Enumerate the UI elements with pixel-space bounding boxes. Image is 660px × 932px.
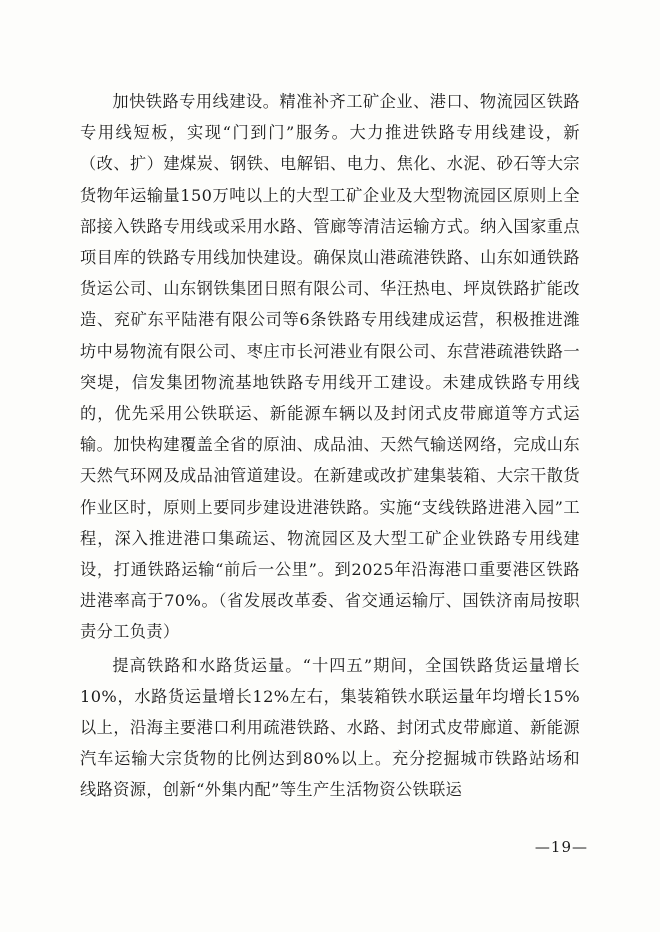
page-number: —19—: [534, 838, 588, 856]
page-body: [80, 86, 580, 808]
paragraph-1: 加快铁路专用线建设。精准补齐工矿企业、港口、物流园区铁路专用线短板，实现“门到门”服务。大力推进铁路专用线建设，新（改、扩）建煤炭、钢铁、电解铝、电力、焦化、水泥、砂石等大宗货物年运输量150万吨以上的大型工矿企业及大型物流园区原则上全部接入铁路专用线或采用水路、管廊等清洁运输方式。纳入国家重点项目库的铁路专用线加快建设。确保岚山港疏港铁路、山东如通铁路货运公司、山东钢铁集团日照有限公司、华汪热电、坪岚铁路扩能改造、兖矿东平陆港有限公司等6条铁路专用线建成运营，积极推进潍坊中易物流有限公司、枣庄市长河港业有限公司、东营港疏港铁路一突堤，信发集团物流基地铁路专用线开工建设。未建成铁路专用线的，优先采用公铁联运、新能源车辆以及封闭式皮带廊道等方式运输。加快构建覆盖全省的原油、成品油、天然气输送网络，完成山东天然气环网及成品油管道建设。在新建或改扩建集装箱、大宗干散货作业区时，原则上要同步建设进港铁路。实施“支线铁路进港入园”工程，深入推进港口集疏运、物流园区及大型工矿企业铁路专用线建设，打通铁路运输“前后一公里”。到2025年沿海港口重要港区铁路进港率高于70%。（省发展改革委、省交通运输厅、国铁济南局按职责分工负责）: [80, 92, 580, 642]
paragraph-2: 提高铁路和水路货运量。“十四五”期间，全国铁路货运量增长10%，水路货运量增长12%左右，集装箱铁水联运量年均增长15%以上，沿海主要港口利用疏港铁路、水路、封闭式皮带廊道、新能源汽车运输大宗货物的比例达到80%以上。充分挖掘城市铁路站场和线路资源，创新“外集内配”等生产生活物资公铁联运: [80, 655, 580, 800]
